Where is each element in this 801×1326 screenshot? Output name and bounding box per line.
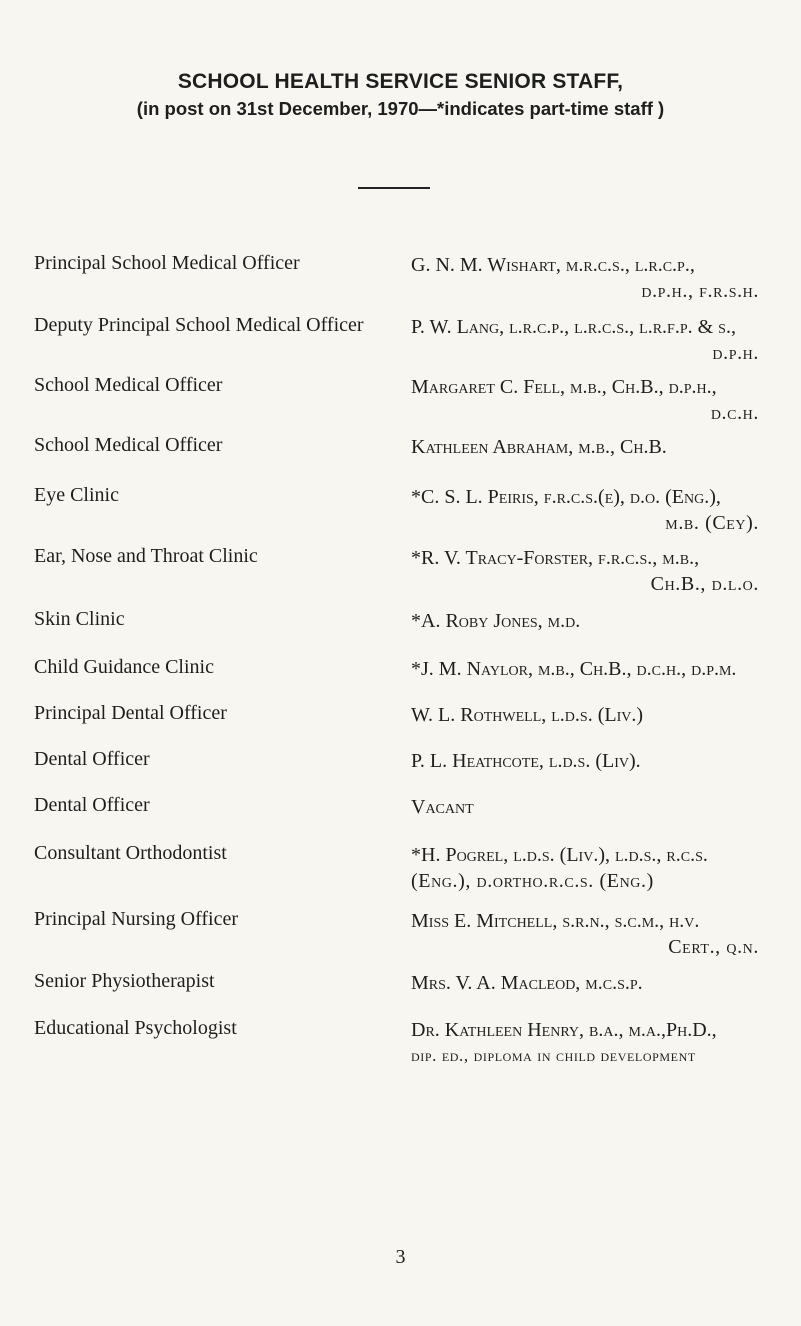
title-divider [358, 187, 430, 189]
staff-role: Principal School Medical Officer [34, 252, 300, 274]
staff-name-line1: *C. S. L. Peiris, f.r.c.s.(e), d.o. (Eng.), [411, 486, 721, 508]
staff-name [411, 484, 759, 536]
staff-role: School Medical Officer [34, 434, 223, 456]
staff-role: Dental Officer [34, 748, 150, 770]
staff-name-line1: Mrs. V. A. Macleod, m.c.s.p. [411, 972, 643, 994]
staff-role: Eye Clinic [34, 484, 119, 506]
staff-name-line1: *R. V. Tracy-Forster, f.r.c.s., m.b., [411, 547, 700, 569]
staff-name-line1: Kathleen Abraham, m.b., Ch.B. [411, 436, 667, 458]
staff-name [411, 545, 759, 597]
staff-name-line1: *A. Roby Jones, m.d. [411, 610, 581, 632]
staff-role: Deputy Principal School Medical Officer [34, 314, 364, 336]
staff-name [411, 252, 759, 304]
staff-name-line2: m.b. (Cey). [665, 512, 759, 534]
staff-role: Educational Psychologist [34, 1017, 237, 1039]
staff-name-line1: Miss E. Mitchell, s.r.n., s.c.m., h.v. [411, 910, 700, 932]
staff-name [411, 794, 759, 820]
staff-role: Consultant Orthodontist [34, 842, 227, 864]
staff-name-line2: d.p.h., f.r.s.h. [641, 280, 759, 302]
staff-role: School Medical Officer [34, 374, 223, 396]
staff-name-line2: d.p.h. [712, 342, 759, 364]
staff-role: Ear, Nose and Throat Clinic [34, 545, 258, 567]
staff-name-line2: (Eng.), d.ortho.r.c.s. (Eng.) [411, 870, 654, 892]
staff-role: Principal Dental Officer [34, 702, 227, 724]
staff-name-line1: *J. M. Naylor, m.b., Ch.B., d.c.h., d.p.m. [411, 658, 737, 680]
staff-name-line1: P. L. Heathcote, l.d.s. (Liv). [411, 750, 641, 772]
staff-role: Child Guidance Clinic [34, 656, 214, 678]
staff-name [411, 374, 759, 426]
staff-name-line2: d.c.h. [710, 402, 759, 424]
staff-name [411, 748, 759, 774]
staff-name-line1: Vacant [411, 796, 474, 818]
staff-role: Dental Officer [34, 794, 150, 816]
staff-name [411, 702, 759, 728]
page-subtitle: (in post on 31st December, 1970—*indicates part-time staff ) [136, 98, 665, 119]
staff-name-line1: G. N. M. Wishart, m.r.c.s., l.r.c.p., [411, 254, 695, 276]
page-number: 3 [395, 1246, 406, 1268]
staff-name-line2: dip. ed., diploma in child development [411, 1046, 696, 1065]
staff-name-line1: *H. Pogrel, l.d.s. (Liv.), l.d.s., r.c.s. [411, 844, 708, 866]
staff-name [411, 656, 759, 682]
staff-role: Senior Physiotherapist [34, 970, 215, 992]
staff-name [411, 970, 759, 996]
staff-name-line1: Dr. Kathleen Henry, b.a., m.a.,Ph.D., [411, 1019, 717, 1041]
page-title: SCHOOL HEALTH SERVICE SENIOR STAFF, [177, 70, 624, 93]
staff-role: Principal Nursing Officer [34, 908, 239, 930]
staff-name-line1: W. L. Rothwell, l.d.s. (Liv.) [411, 704, 643, 726]
staff-name-line2: Cert., q.n. [668, 936, 759, 958]
staff-name [411, 434, 759, 460]
staff-name [411, 842, 759, 894]
staff-name-line2: Ch.B., d.l.o. [650, 573, 759, 595]
staff-name-line1: Margaret C. Fell, m.b., Ch.B., d.p.h., [411, 376, 717, 398]
staff-role: Skin Clinic [34, 608, 125, 630]
staff-name [411, 908, 759, 960]
staff-name-line1: P. W. Lang, l.r.c.p., l.r.c.s., l.r.f.p. & s., [411, 316, 736, 338]
staff-name [411, 314, 759, 366]
staff-name [411, 608, 759, 634]
staff-name [411, 1017, 759, 1069]
